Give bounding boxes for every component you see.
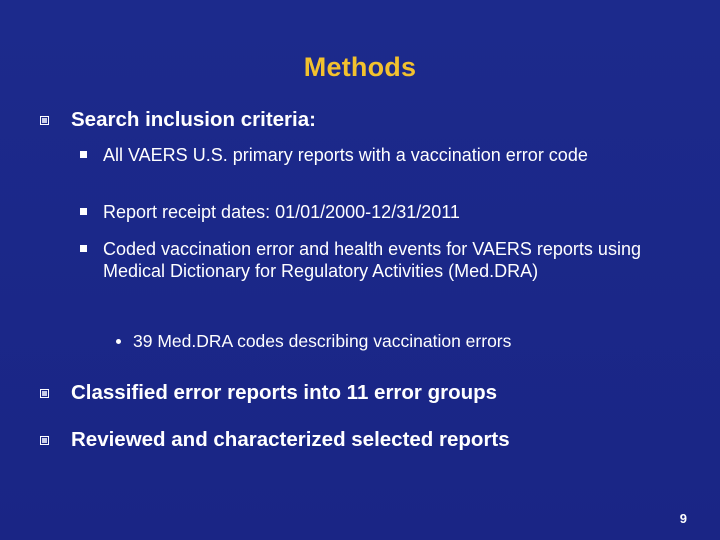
- square-bullet-icon: [40, 389, 49, 398]
- dot-bullet-icon: [116, 339, 121, 344]
- filled-square-bullet-icon: [80, 245, 87, 252]
- sub-bullet-coded-events: [80, 238, 660, 282]
- sub-bullet-receipt-dates: [80, 201, 660, 223]
- sub-bullet-coded-events-text: Coded vaccination error and health events for VAERS reports using Medical Dictionary for Regulatory Activities (Med.DRA): [103, 239, 641, 281]
- subsub-bullet-meddra-codes: [116, 331, 511, 352]
- bullet-search-criteria: [40, 108, 316, 132]
- subsub-bullet-meddra-codes-text: 39 Med.DRA codes describing vaccination errors: [133, 331, 512, 351]
- filled-square-bullet-icon: [80, 151, 87, 158]
- bullet-classified-reports-text: Classified error reports into 11 error groups: [71, 381, 498, 404]
- sub-bullet-primary-reports: [80, 144, 660, 166]
- sub-bullet-receipt-dates-text: Report receipt dates: 01/01/2000-12/31/2011: [103, 202, 460, 222]
- bullet-reviewed-reports-text: Reviewed and characterized selected reports: [71, 428, 510, 451]
- square-bullet-icon: [40, 436, 49, 445]
- bullet-search-criteria-text: Search inclusion criteria:: [71, 108, 316, 131]
- slide-title-text: Methods: [303, 52, 417, 82]
- bullet-reviewed-reports: [40, 428, 510, 452]
- slide-title: [0, 52, 720, 83]
- page-number: 9: [679, 511, 687, 526]
- filled-square-bullet-icon: [80, 208, 87, 215]
- sub-bullet-primary-reports-text: All VAERS U.S. primary reports with a vaccination error code: [103, 145, 588, 165]
- square-bullet-icon: [40, 116, 49, 125]
- bullet-classified-reports: [40, 381, 497, 405]
